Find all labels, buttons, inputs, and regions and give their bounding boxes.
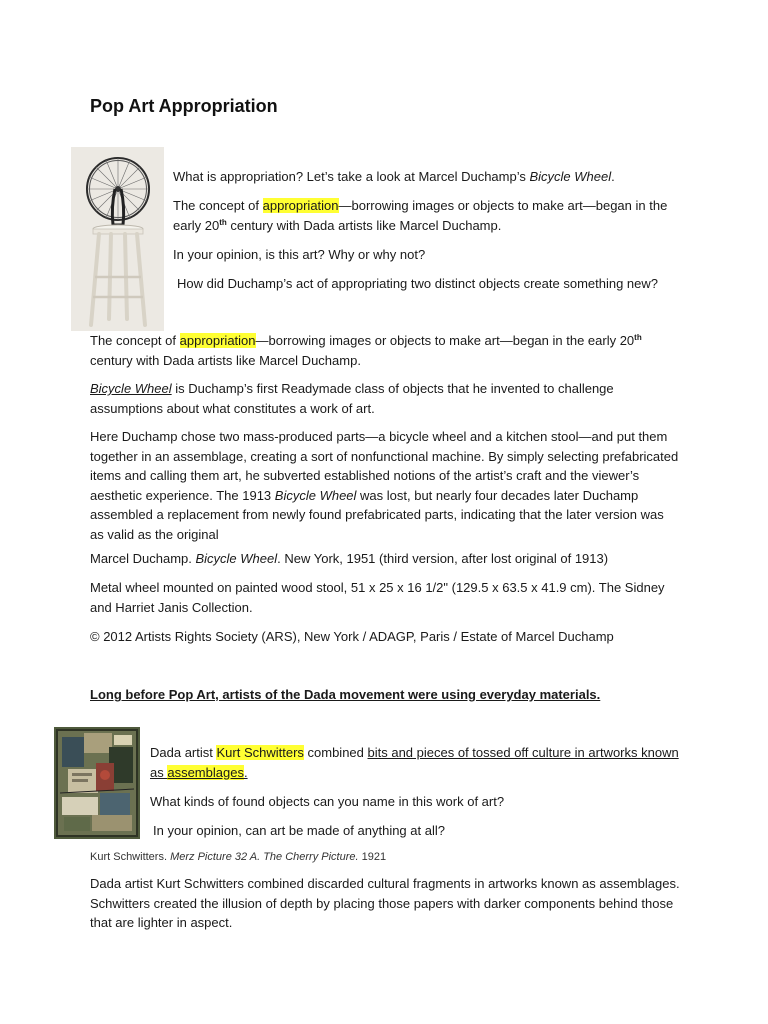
highlighted-term: appropriation (179, 333, 256, 348)
copyright-text: © 2012 Artists Rights Society (ARS), New York / ADAGP, Paris / Estate of Marcel Duchamp (90, 629, 614, 644)
highlighted-term: assemblages (167, 764, 244, 780)
page-title: Pop Art Appropriation (90, 96, 278, 116)
readymade-paragraph: Bicycle Wheel is Duchamp’s first Readymade class of objects that he invented to challenge assumptions about what constitutes a work of art. (90, 381, 614, 416)
medium-text: Metal wheel mounted on painted wood stool, 51 x 25 x 16 1/2" (129.5 x 63.5 x 41.9 cm). The Sidney and Harriet Janis Collection. (90, 580, 665, 615)
dada-heading: Long before Pop Art, artists of the Dada movement were using everyday materials. (90, 687, 601, 702)
schwitters-caption: Kurt Schwitters. Merz Picture 32 A. The Cherry Picture. 1921 (90, 851, 387, 863)
cherry-picture-image (54, 727, 140, 839)
bicycle-wheel-image (71, 147, 164, 331)
closing-paragraph: Dada artist Kurt Schwitters combined discarded cultural fragments in artworks known as assemblages. Schwitters created the illusion of depth by placing those papers with darker components behind those that are lighter in aspect. (90, 876, 680, 930)
intro-question-new: How did Duchamp’s act of appropriating two distinct objects create something new? (177, 276, 659, 291)
highlighted-term: appropriation (262, 198, 339, 213)
schwitters-paragraph: Dada artist Kurt Schwitters combined bits and pieces of tossed off culture in artworks known as assemblages. (150, 745, 679, 780)
intro-concept-paragraph: The concept of appropriation—borrowing images or objects to make art—began in the early 20th century with Dada artists like Marcel Duchamp. (173, 198, 668, 233)
art-anything-question: In your opinion, can art be made of anything at all? (153, 823, 445, 838)
highlighted-name: Kurt Schwitters (216, 745, 304, 760)
found-objects-question: What kinds of found objects can you name in this work of art? (150, 794, 505, 809)
intro-question-is-art: In your opinion, is this art? Why or why not? (173, 247, 426, 262)
duchamp-description: Here Duchamp chose two mass-produced parts—a bicycle wheel and a kitchen stool—and put them together in an assemblage, creating a sort of nonfunctional machine. By simply selecting prefabricated items and calling them art, he subverted established notions of the artist’s craft and the viewer’s aesthetic experience. The 1913 Bicycle Wheel was lost, but nearly four decades later Duchamp assembled a replacement from newly found prefabricated parts, indicating that the later version was as valid as the original (90, 429, 679, 542)
concept-paragraph: The concept of appropriation—borrowing images or objects to make art—began in the early 20th century with Dada artists like Marcel Duchamp. (90, 333, 642, 368)
intro-question-appropriation: What is appropriation? Let’s take a look at Marcel Duchamp’s Bicycle Wheel. (173, 169, 615, 184)
duchamp-caption: Marcel Duchamp. Bicycle Wheel. New York, 1951 (third version, after lost original of 1913) (90, 551, 609, 566)
